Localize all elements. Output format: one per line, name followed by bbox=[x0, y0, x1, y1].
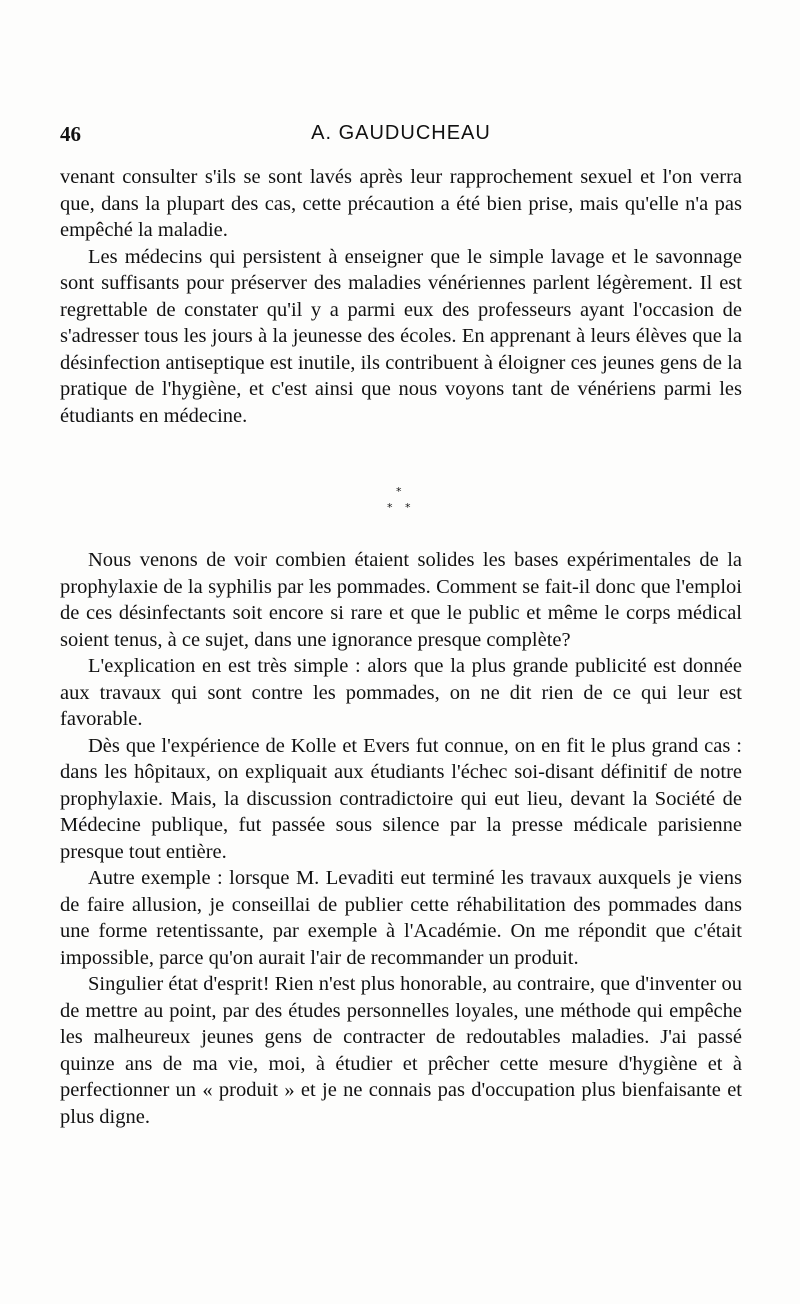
page-header bbox=[60, 122, 742, 150]
paragraph: Dès que l'expérience de Kolle et Evers fut connue, on en fit le plus grand cas : dans les hôpitaux, on expliquait aux étudiants l'échec soi-disant définitif de notre prophylaxie. Mais, la discussion contradictoire qui eut lieu, devant la Société de Médecine publique, fut passée sous silence par la presse médicale parisienne presque tout entière. bbox=[60, 734, 742, 863]
asterism-star: * bbox=[387, 501, 393, 514]
asterism-star: * bbox=[396, 485, 402, 498]
paragraph: Singulier état d'esprit! Rien n'est plus honorable, au contraire, que d'inventer ou de mettre au point, par des études personnelles loyales, une méthode qui empêche les malheureux jeunes gens de contracter de redoutables maladies. J'ai passé quinze ans de ma vie, moi, à étudier et prêcher cette mesure d'hygiène et à perfectionner un « produit » et je ne connais pas d'occupation plus bienfaisante et plus digne. bbox=[60, 973, 742, 1128]
paragraph-continuation: venant consulter s'ils se sont lavés après leur rapprochement sexuel et l'on verra que, dans la plupart des cas, cette précaution a été bien prise, mais qu'elle n'a pas empêché la maladie. bbox=[60, 166, 742, 241]
paragraph: Les médecins qui persistent à enseigner que le simple lavage et le savonnage sont suffisants pour préserver des maladies vénériennes parlent légèrement. Il est regrettable de constater qu'il y a parmi eux des professeurs ayant l'occasion de s'adresser tous les jours à la jeunesse des écoles. En apprenant à leurs élèves que la désinfection antiseptique est inutile, ils contribuent à éloigner ces jeunes gens de la pratique de l'hygiène, et c'est ainsi que nous voyons tant de vénériens parmi les étudiants en médecine. bbox=[60, 245, 742, 427]
paragraph: L'explication en est très simple : alors que la plus grande publicité est donnée aux travaux qui sont contre les pommades, on ne dit rien de ce qui leur est favorable. bbox=[60, 655, 742, 730]
text-section-2 bbox=[60, 547, 742, 1130]
page-number: 46 bbox=[60, 122, 81, 146]
paragraph: Nous venons de voir combien étaient solides les bases expérimentales de la prophylaxie de la syphilis par les pommades. Comment se fait-il donc que l'emploi de ces désinfectants soit encore si rare et que le public et même le corps médical soient tenus, à ce sujet, dans une ignorance presque complète? bbox=[60, 549, 742, 651]
text-section-1 bbox=[60, 164, 742, 429]
section-separator-asterism bbox=[384, 486, 418, 520]
running-head: A. GAUDUCHEAU bbox=[311, 122, 491, 144]
asterism-star: * bbox=[405, 501, 411, 514]
paragraph: Autre exemple : lorsque M. Levaditi eut terminé les travaux auxquels je viens de faire allusion, je conseillai de publier cette réhabilitation des pommades dans une forme retentissante, par exemple à l'Académie. On me répondit que c'était impossible, parce qu'on aurait l'air de recommander un produit. bbox=[60, 867, 742, 969]
